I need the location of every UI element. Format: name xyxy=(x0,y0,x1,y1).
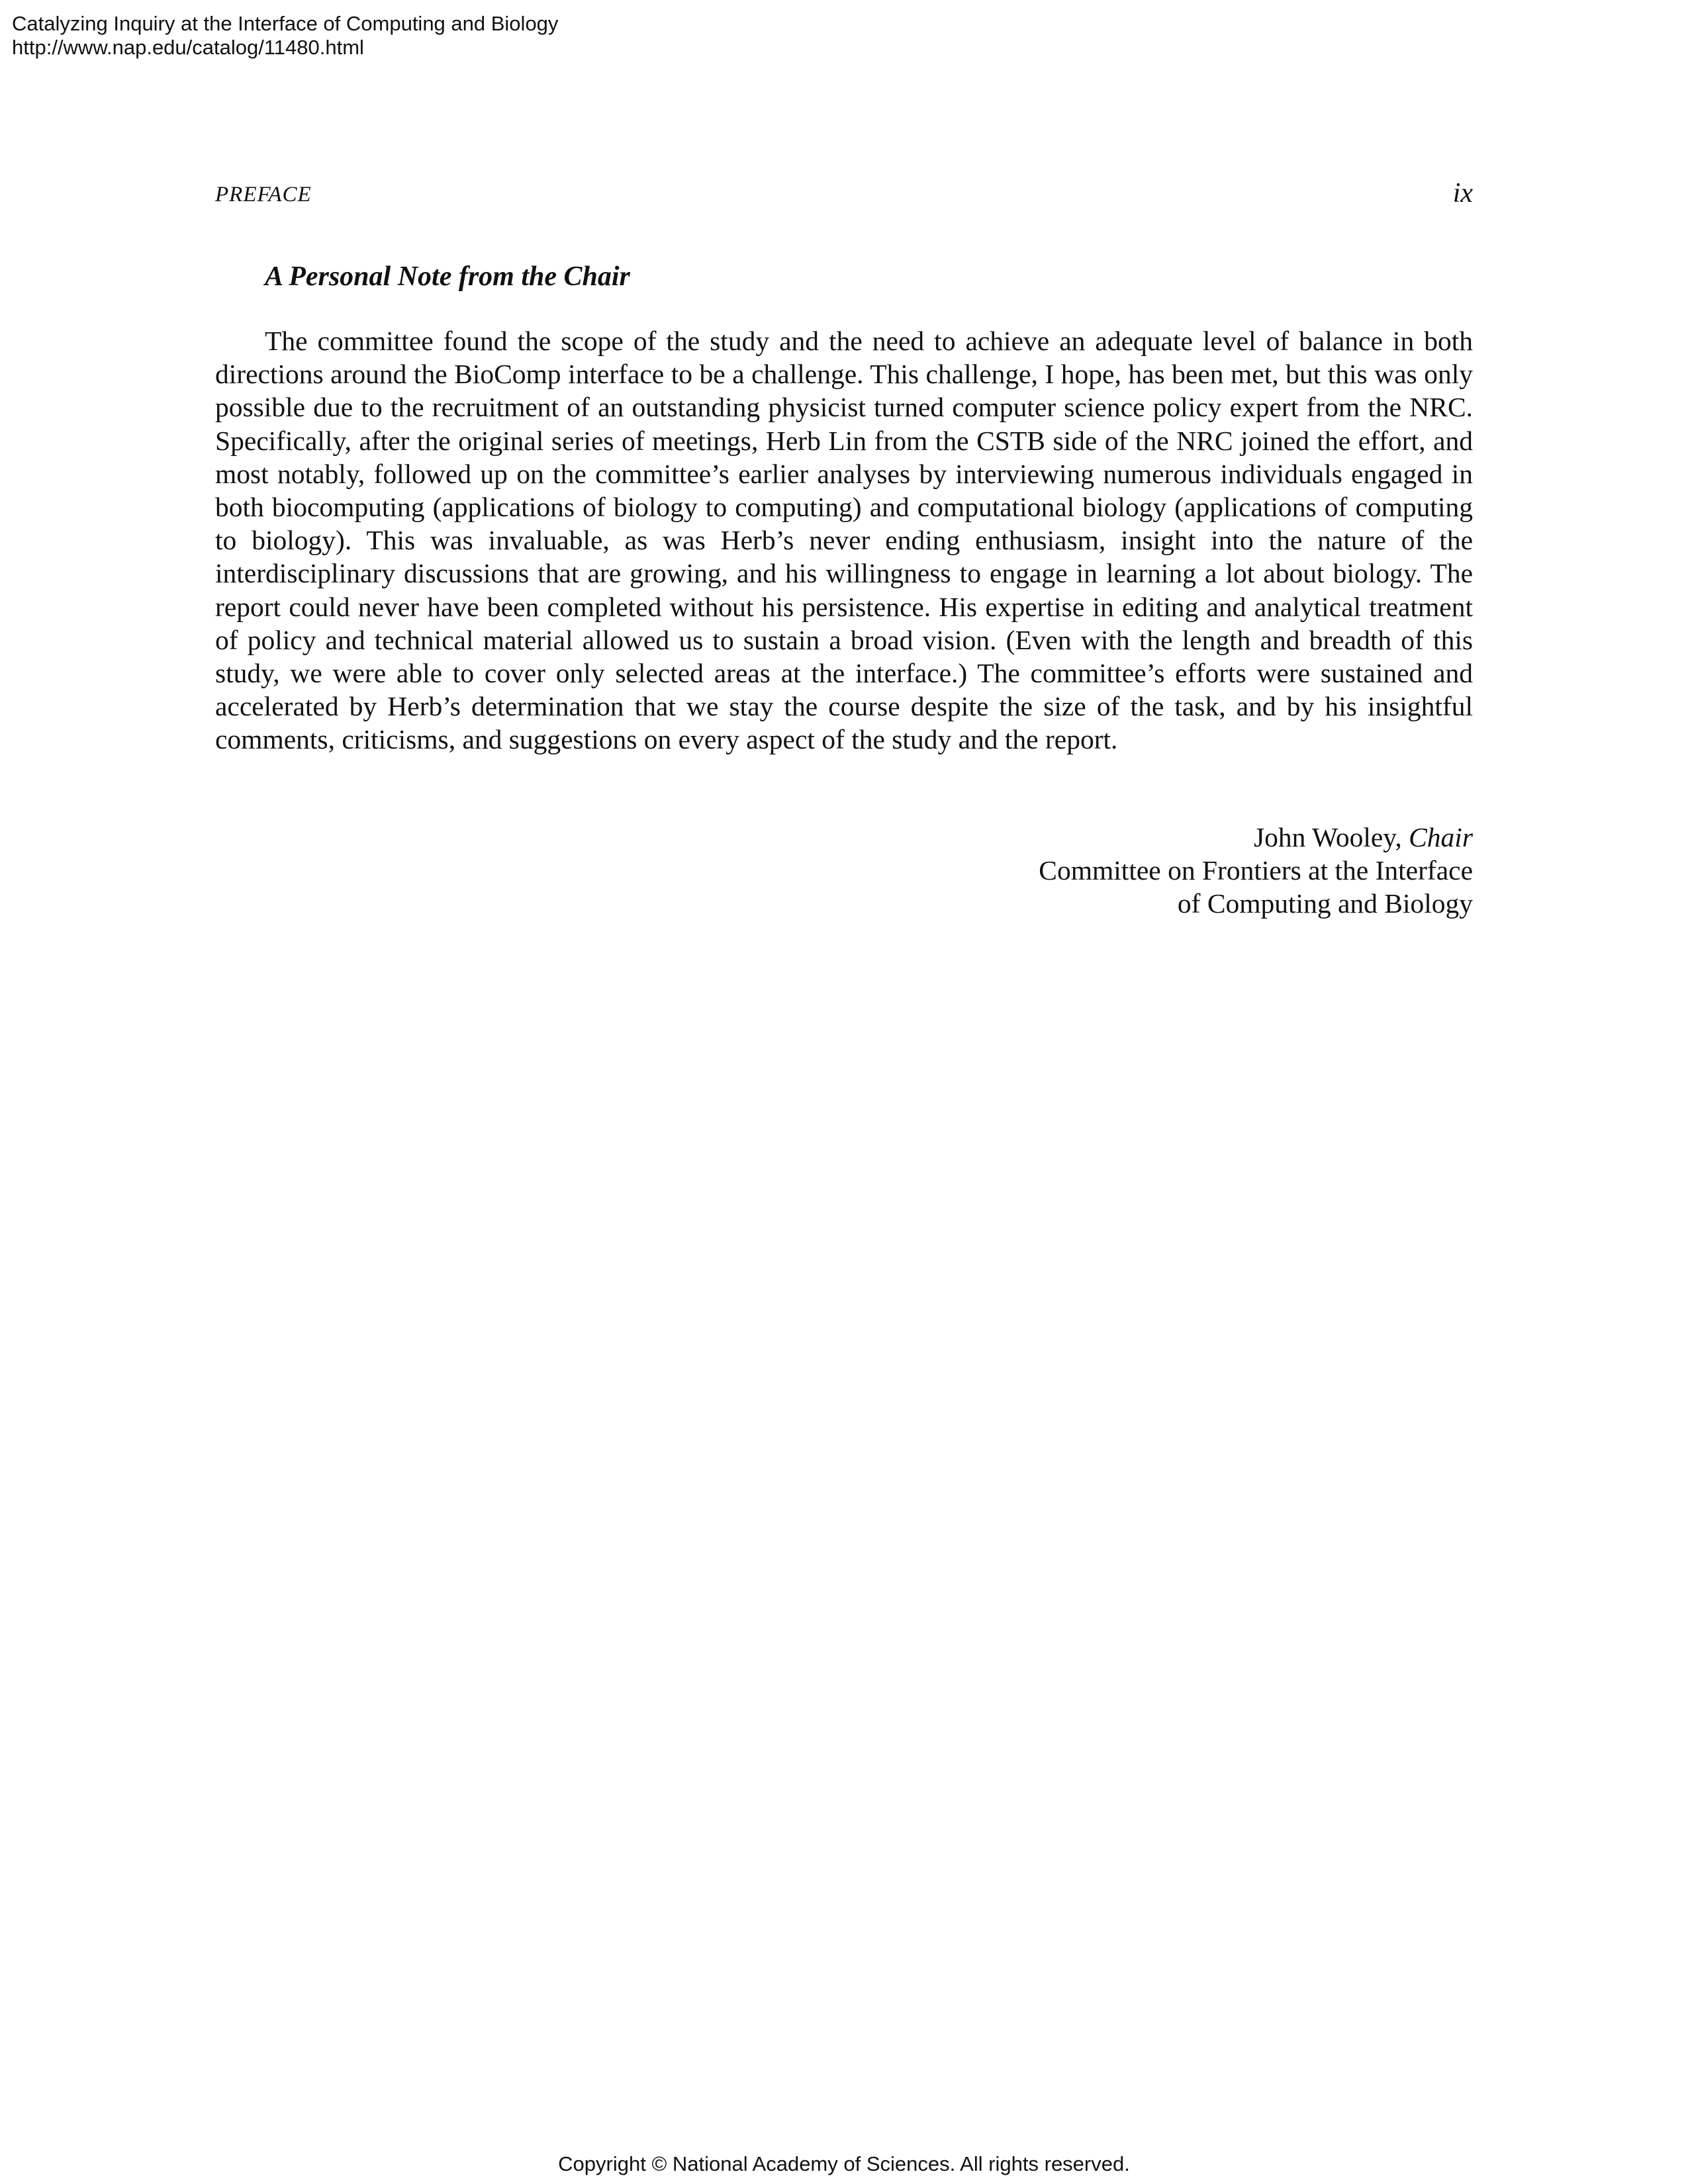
running-head xyxy=(215,177,1473,210)
committee-name-line-1: Committee on Frontiers at the Interface xyxy=(1039,855,1473,886)
copyright-footer: Copyright © National Academy of Sciences. All rights reserved. xyxy=(558,2152,1130,2175)
signer-name: John Wooley, xyxy=(1253,822,1409,852)
signer-title: Chair xyxy=(1409,822,1473,852)
document-source-header xyxy=(12,12,558,60)
signature-name-line xyxy=(1039,821,1473,854)
running-head-section: PREFACE xyxy=(215,183,312,206)
source-url[interactable]: http://www.nap.edu/catalog/11480.html xyxy=(12,36,364,59)
section-heading: A Personal Note from the Chair xyxy=(265,261,630,292)
committee-name-line-2: of Computing and Biology xyxy=(1177,888,1473,919)
book-title: Catalyzing Inquiry at the Interface of Computing and Biology xyxy=(12,12,559,35)
page-number: ix xyxy=(1452,178,1473,208)
signature-block xyxy=(1039,821,1473,920)
body-paragraph: The committee found the scope of the study and the need to achieve an adequate level of balance in both directions around the BioComp interface to be a challenge. This challenge, I hope, has been met, but this was only possible due to the recruitment of an outstanding physicist turned computer science policy expert from the NRC. Specifically, after the original series of meetings, Herb Lin from the CSTB side of the NRC joined the effort, and most notably, followed up on the committee’s earlier analyses by interviewing numerous individuals engaged in both biocomputing (applications of biology to computing) and computational biology (applications of computing to biology). This was invaluable, as was Herb’s never ending enthusiasm, insight into the nature of the interdisciplinary discussions that are growing, and his willingness to engage in learning a lot about biology. The report could never have been completed without his persistence. His expertise in editing and analytical treatment of policy and technical material allowed us to sustain a broad vision. (Even with the length and breadth of this study, we were able to cover only selected areas at the interface.) The committee’s efforts were sustained and accelerated by Herb’s determination that we stay the course despite the size of the task, and by his insightful comments, criticisms, and suggestions on every aspect of the study and the report. xyxy=(215,326,1473,755)
